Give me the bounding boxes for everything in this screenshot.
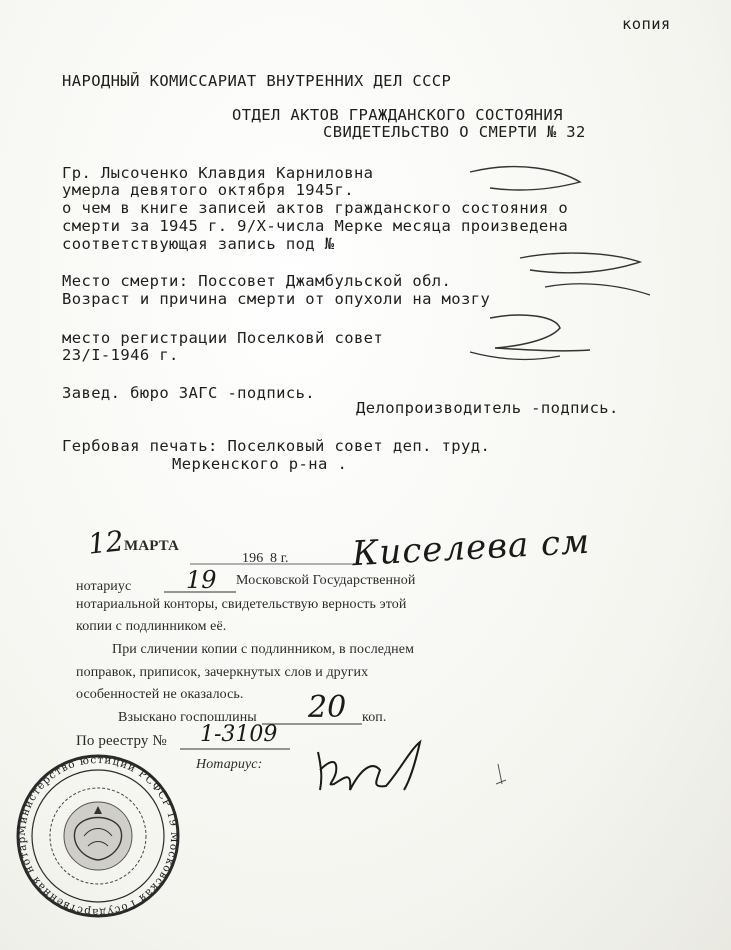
stamp-line-1: Гербовая печать: Поселковый совет деп. труд. (62, 437, 491, 455)
signature-stroke-5 (470, 352, 560, 359)
registration-place: место регистрации Поселковй совет (62, 329, 384, 347)
notary-day: 12 (86, 524, 126, 561)
notary-seal (16, 754, 180, 918)
year-suffix-mark: 8 г. (270, 551, 289, 566)
fee-suffix: коп. (362, 710, 387, 725)
signature-stroke-3 (545, 284, 650, 295)
notary-line-2: нотариальной конторы, свидетельствую верность этой (76, 597, 407, 612)
registry-head-signature: Завед. бюро ЗАГС -подпись. (62, 384, 316, 402)
copy-mark: копия (622, 15, 671, 33)
cause-of-death: Возраст и причина смерти от опухоли на мозгу (62, 290, 491, 308)
notary-year: 196 (242, 551, 264, 566)
certificate-title: СВИДЕТЕЛЬСТВО О СМЕРТИ № 32 (323, 123, 586, 141)
record-line-1: о чем в книге записей актов гражданского состояния о (62, 199, 569, 217)
commissariat-title: НАРОДНЫЙ КОМИССАРИАТ ВНУТРЕННИХ ДЕЛ СССР (62, 72, 452, 90)
notary-line-1-suffix: Московской Государственной (236, 573, 416, 588)
signature-stroke-1 (470, 167, 580, 190)
fee-prefix: Взыскано госпошлины (118, 710, 257, 725)
notary-month-stamp: МАРТА (124, 538, 179, 554)
notary-line-5: поправок, приписок, зачеркнутых слов и других (76, 665, 369, 680)
death-date: умерла девятого октября 1945г. (62, 181, 354, 199)
notary-signature (318, 742, 420, 790)
clerk-signature: Делопроизводитель -подпись. (356, 399, 619, 417)
record-line-3: соответствующая запись под № (62, 235, 335, 253)
signature-stroke-2 (520, 253, 640, 273)
register-prefix: По реестру № (76, 733, 167, 749)
notary-name-handwritten: Киселева см (351, 521, 592, 575)
signature-stroke-4 (490, 315, 590, 351)
notary-line-4: При сличении копии с подлинником, в последнем (112, 642, 415, 657)
deceased-name: Гр. Лысоченко Клавдия Карниловна (62, 164, 374, 182)
stamp-line-2: Меркенского р-на . (172, 455, 348, 473)
place-of-death: Место смерти: Поссовет Джамбульской обл. (62, 272, 452, 290)
notary-line-3: копии с подлинником её. (76, 619, 227, 634)
seal-text: Министерство юстиции РСФСР 19 Московская Государственная нотар (15, 753, 181, 919)
notary-line-1-prefix: нотариус (76, 579, 132, 594)
department-title: ОТДЕЛ АКТОВ ГРАЖДАНСКОГО СОСТОЯНИЯ (232, 106, 563, 124)
register-number: 1-3109 (200, 722, 278, 747)
notary-office-number: 19 (186, 566, 217, 594)
fee-amount: 20 (308, 690, 347, 725)
notary-line-6: особенностей не оказалось. (76, 687, 244, 702)
registration-date: 23/I-1946 г. (62, 346, 179, 364)
record-line-2: смерти за 1945 г. 9/X-числа Мерке месяца произведена (62, 217, 569, 235)
notary-label: Нотариус: (196, 757, 263, 772)
